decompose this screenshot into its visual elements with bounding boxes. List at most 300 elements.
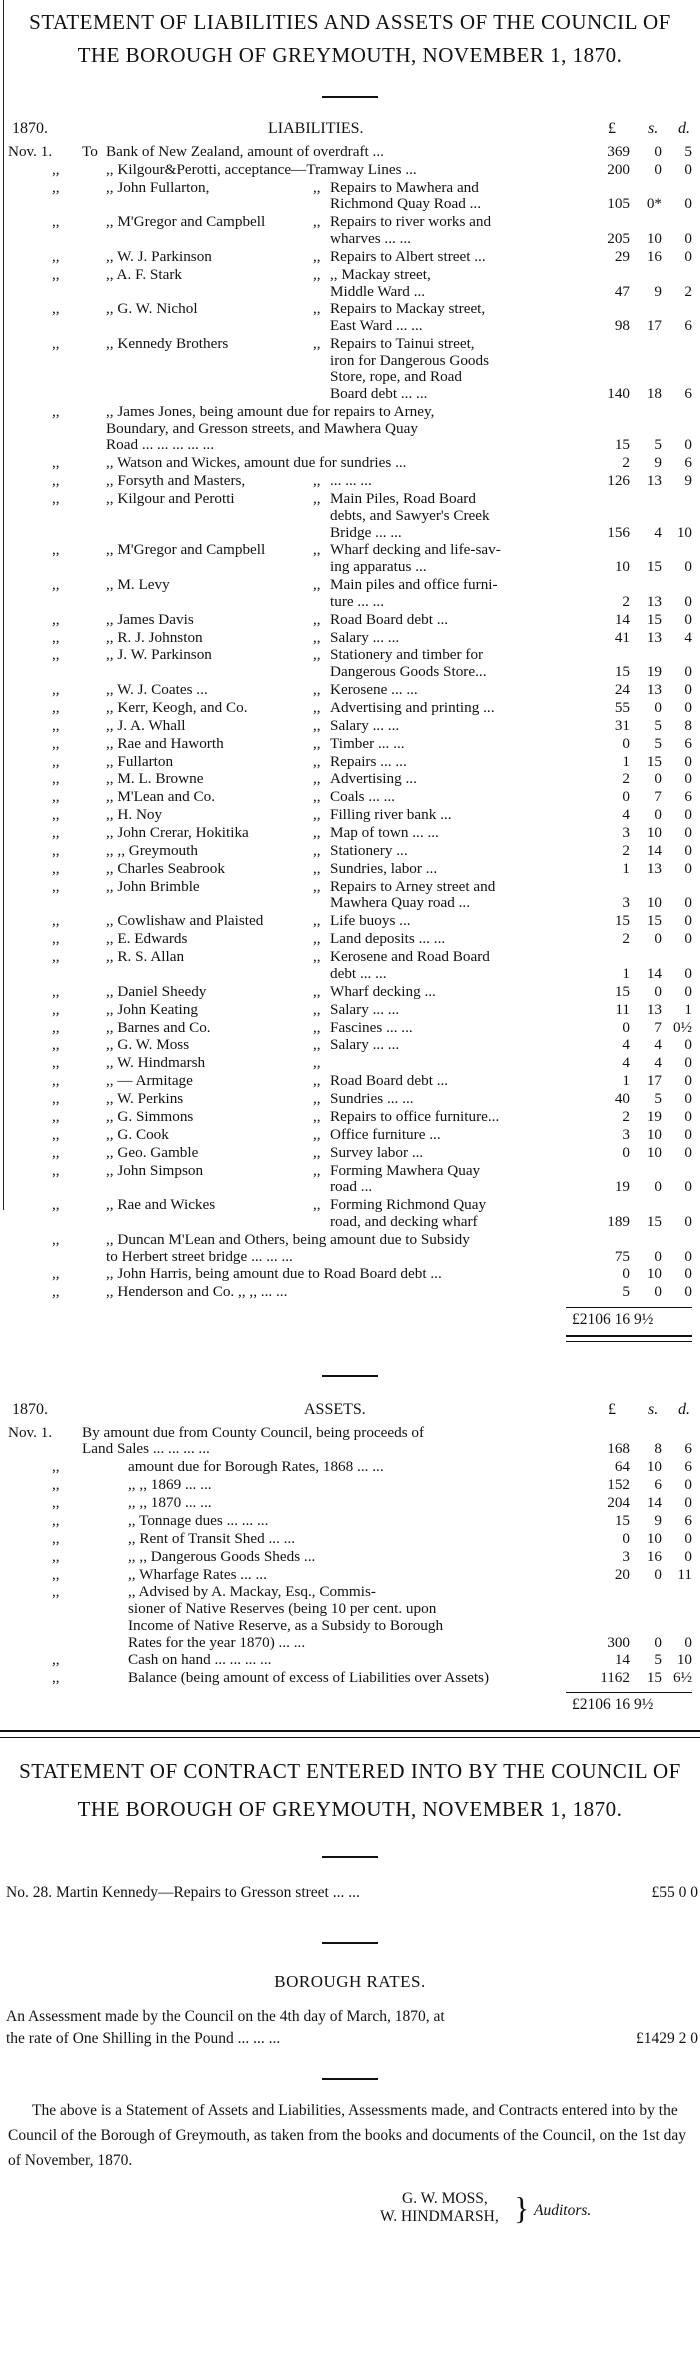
row-ditto-2: ,, [313,490,321,508]
amount-shillings: 10 [646,1265,662,1283]
amount-pence: 6 [684,317,692,335]
amount-pence: 6 [684,1511,692,1529]
amount-cell [580,249,698,266]
liability-row [8,754,698,772]
amount-pence: 0 [684,964,692,982]
amount-pounds: 3 [622,824,630,842]
row-text: ,, Duncan M'Lean and Others, being amount due to Subsidy to Herbert street bridge ... ... ... [106,1230,470,1265]
liability-row [8,682,698,700]
asset-row [8,1477,698,1495]
row-description: Road Board debt ... [330,1072,449,1090]
amount-cell [580,966,698,983]
row-to: To [82,143,98,160]
amount-shillings: 16 [646,247,662,265]
amount-shillings: 10 [646,1143,662,1161]
liability-row [8,1232,698,1267]
liability-row [8,736,698,754]
row-text: ,, Wharfage Rates ... ... [128,1565,267,1583]
row-text: ,, Tonnage dues ... ... ... [128,1511,269,1529]
assets-col-shillings: s. [648,1400,659,1418]
amount-cell [580,1055,698,1072]
row-payee: ,, J. W. Parkinson [106,646,212,664]
amount-shillings: 0 [654,1565,662,1583]
row-ditto: ,, [52,1143,60,1161]
row-text: ,, Watson and Wickes, amount due for sundries ... [106,454,407,472]
amount-cell [580,1002,698,1019]
amount-pounds: 0 [622,1265,630,1283]
amount-pounds: 98 [614,317,630,335]
amount-pence: 0 [684,894,692,912]
assets-total [566,1694,684,1720]
row-payee: ,, Kerr, Keogh, and Co. [106,698,248,716]
row-ditto: ,, [52,1493,60,1511]
amount-pence: 6 [684,454,692,472]
amount-shillings: 16 [646,1547,662,1565]
amount-pence: 6 [684,1458,692,1476]
row-payee: ,, Cowlishaw and Plaisted [106,912,264,930]
row-ditto-2: ,, [313,912,321,930]
amount-cell [580,1073,698,1090]
amount-cell [580,1127,698,1144]
amount-shillings: 5 [654,436,662,454]
row-text: ,, James Jones, being amount due for repairs to Arney, Boundary, and Gresson streets, and Mawhera Quay Road ... ... ... ... ... [106,403,435,454]
amount-pounds: 369 [607,143,630,160]
row-ditto: ,, [52,490,60,508]
left-margin-rule [3,0,4,1210]
liability-row [8,647,698,682]
liability-row [8,404,698,455]
row-payee: ,, M. Levy [106,576,170,594]
amount-pounds: 2 [622,1107,630,1125]
row-description: Repairs to Albert street ... [330,247,486,265]
amount-pence: 0 [684,1212,692,1230]
row-payee: ,, Rae and Wickes [106,1196,216,1214]
row-ditto-2: ,, [313,335,321,353]
liability-row [8,162,698,180]
amount-pence: 0 [684,770,692,788]
row-ditto-2: ,, [313,610,321,628]
amount-shillings: 0 [654,1178,662,1196]
row-description: Land deposits ... ... [330,930,446,948]
row-ditto: ,, [52,1054,60,1072]
row-payee: ,, M. L. Browne [106,770,204,788]
row-description: Main piles and office furni- ture ... ... [330,576,498,610]
amount-shillings: 17 [646,317,662,335]
amount-pounds: 0 [622,1529,630,1547]
amount-pounds: 2 [622,454,630,472]
row-text: ,, Henderson and Co. ,, ,, ... ... [106,1283,288,1301]
amount-shillings: 10 [646,1125,662,1143]
col-pounds: £ [608,120,616,137]
amount-cell [580,437,698,454]
row-ditto: ,, [52,1583,60,1601]
amount-cell [580,682,698,699]
row-ditto-2: ,, [313,734,321,752]
amount-cell [580,861,698,878]
row-ditto: ,, [52,1565,60,1583]
asset-row [8,1652,698,1670]
amount-pounds: 15 [614,663,630,681]
row-description: Repairs to Mawhera and Richmond Quay Road ... [330,178,482,213]
amount-shillings: 10 [646,1529,662,1547]
amount-pence: 0 [684,195,692,213]
amount-cell [580,1670,698,1687]
row-payee: ,, R. S. Allan [106,948,185,966]
row-text: ,, Rent of Transit Shed ... ... [128,1529,296,1547]
row-ditto: ,, [52,788,60,806]
row-text: Balance (being amount of excess of Liabilities over Assets) [128,1669,490,1687]
row-payee: ,, John Simpson [106,1161,204,1179]
row-ditto-2: ,, [313,265,321,283]
amount-pounds: 11 [615,1000,630,1018]
amount-shillings: 0 [654,1283,662,1301]
row-text: ,, ,, Dangerous Goods Sheds ... [128,1547,316,1565]
rates-text: An Assessment made by the Council on the 4th day of March, 1870, at the rate of One Shilling in the Pound ... ... ... [6,2008,445,2048]
row-ditto-2: ,, [313,1018,321,1036]
row-ditto: ,, [52,646,60,664]
row-description: Advertising and printing ... [330,698,495,716]
row-ditto: ,, [52,472,60,490]
liability-row [8,336,698,404]
amount-cell [580,1567,698,1584]
row-payee: ,, W. Perkins [106,1090,184,1108]
amount-pounds: 0 [622,734,630,752]
row-payee: ,, John Keating [106,1000,198,1018]
amount-pounds: 1 [622,752,630,770]
row-ditto-2: ,, [313,842,321,859]
amount-pounds: 152 [607,1476,630,1494]
row-description: Office furniture ... [330,1125,441,1143]
liabilities-total-rule [566,1307,692,1308]
amount-shillings: 4 [654,523,662,541]
row-ditto: ,, [52,716,60,734]
row-payee: ,, H. Noy [106,806,163,824]
liability-row [8,1055,698,1073]
closing-statement: The above is a Statement of Assets and Liabilities, Assessments made, and Contracts entered into by the Council of the Borough of Greymouth, as taken from the books and documents of the Council, on the 1st day of November, 1870. [8,2102,687,2170]
amount-pounds: 1 [622,1072,630,1090]
row-ditto: ,, [52,213,60,231]
amount-pounds: 10 [614,558,630,576]
row-description: Timber ... ... [330,734,405,752]
row-ditto: ,, [52,178,60,196]
amount-pounds: 105 [607,195,630,213]
liability-row [8,879,698,914]
amount-cell [580,1179,698,1196]
row-ditto: ,, [52,948,60,966]
row-ditto: ,, [52,1230,60,1248]
amount-cell [580,1477,698,1494]
row-ditto-2: ,, [313,877,321,895]
liabilities-title: LIABILITIES. [268,120,364,137]
row-description: Repairs to river works and wharves ... ... [330,213,492,248]
row-ditto: ,, [52,1529,60,1547]
row-description: Salary ... ... [330,1000,400,1018]
amount-pence: 0 [684,1493,692,1511]
amount-pounds: 300 [607,1633,630,1651]
auditor-signature-moss: G. W. MOSS, [402,2190,488,2208]
amount-shillings: 0 [654,930,662,948]
assets-total-value: £2106 16 9½ [572,1696,654,1714]
liability-row [8,473,698,491]
row-description: Sundries ... ... [330,1090,414,1108]
amount-pence: 0 [684,663,692,681]
amount-cell [580,1037,698,1054]
row-ditto: ,, [52,610,60,628]
row-ditto-2: ,, [313,1143,321,1161]
row-description: Sundries, labor ... [330,859,438,877]
asset-row [8,1531,698,1549]
rates-amount: £1429 2 0 [636,2030,698,2048]
contract-heading-line1: STATEMENT OF CONTRACT ENTERED INTO BY THE COUNCIL OF [19,1759,681,1784]
row-ditto: ,, [52,1107,60,1125]
amount-shillings: 4 [654,1036,662,1054]
asset-row [8,1425,698,1460]
amount-shillings: 14 [646,842,662,859]
statement-heading-line1: STATEMENT OF LIABILITIES AND ASSETS OF THE COUNCIL OF [29,10,671,34]
amount-cell [580,1284,698,1301]
amount-pence: 0 [684,824,692,842]
amount-cell [580,231,698,248]
amount-shillings: 10 [646,894,662,912]
amount-pounds: 0 [622,1018,630,1036]
amount-pounds: 20 [614,1565,630,1583]
amount-pounds: 15 [614,982,630,1000]
asset-row [8,1567,698,1585]
row-payee: ,, Charles Seabrook [106,859,225,877]
amount-shillings: 0 [654,160,662,178]
amount-pence: 10 [676,523,692,541]
amount-pounds: 1 [622,964,630,982]
amount-shillings: 17 [646,1072,662,1090]
row-description: Life buoys ... [330,912,411,930]
row-ditto: ,, [52,877,60,895]
liability-row [8,861,698,879]
row-description: Stationery ... [330,842,408,859]
assets-total-rule [566,1692,692,1693]
liabilities-total-value: £2106 16 9½ [572,1310,654,1328]
row-ditto-2: ,, [313,300,321,318]
amount-shillings: 7 [654,1018,662,1036]
amount-pence: 0 [684,1247,692,1265]
liability-row [8,1037,698,1055]
liability-row [8,144,698,162]
asset-row [8,1495,698,1513]
row-ditto-2: ,, [313,1161,321,1179]
row-ditto: ,, [52,752,60,770]
row-description: Repairs to Tainui street, iron for Dangerous Goods Store, rope, and Road Board debt ... ... [330,335,490,403]
row-payee: ,, Barnes and Co. [106,1018,211,1036]
amount-shillings: 19 [646,1107,662,1125]
amount-pounds: 29 [614,247,630,265]
row-ditto-2: ,, [313,1196,321,1214]
row-ditto: ,, [52,930,60,948]
amount-shillings: 0 [654,806,662,824]
row-ditto: ,, [52,576,60,594]
amount-cell [580,825,698,842]
row-ditto: ,, [52,1000,60,1018]
liability-row [8,931,698,949]
row-description: Repairs to Mackay street, East Ward ... ... [330,300,486,335]
row-payee: ,, G. Simmons [106,1107,194,1125]
row-description: ,, Mackay street, Middle Ward ... [330,265,431,300]
row-ditto-2: ,, [313,1125,321,1143]
liability-row [8,612,698,630]
liability-row [8,718,698,736]
amount-pounds: 126 [607,472,630,490]
amount-shillings: 9 [654,1511,662,1529]
row-ditto-2: ,, [313,646,321,664]
liability-row [8,1109,698,1127]
amount-pounds: 14 [614,1651,630,1669]
row-ditto-2: ,, [313,1107,321,1125]
row-ditto: ,, [52,541,60,559]
amount-pounds: 41 [614,628,630,646]
liability-row [8,577,698,612]
row-ditto: ,, [52,1018,60,1036]
amount-shillings: 5 [654,716,662,734]
amount-cell [580,664,698,681]
row-payee: ,, J. A. Whall [106,716,186,734]
row-ditto-2: ,, [313,788,321,806]
row-ditto: ,, [52,160,60,178]
short-divider-5 [322,2078,378,2080]
row-ditto-2: ,, [313,716,321,734]
amount-pounds: 1162 [600,1669,630,1687]
amount-pounds: 0 [622,1143,630,1161]
row-ditto-2: ,, [313,628,321,646]
row-payee: ,, Fullarton [106,752,174,770]
liability-row [8,1163,698,1198]
row-date: Nov. 1. [8,1423,53,1441]
amount-pounds: 55 [614,698,630,716]
amount-pence: 0 [684,842,692,859]
row-description: Forming Mawhera Quay road ... [330,1161,481,1196]
amount-shillings: 13 [646,859,662,877]
row-text: ,, Advised by A. Mackay, Esq., Commis- sioner of Native Reserves (being 10 per cent. upon Income of Native Reserve, as a Subsidy to Borough Rates for the year 1870) ... ... [128,1583,444,1651]
row-ditto-2: ,, [313,752,321,770]
amount-cell [580,1249,698,1266]
assets-header [8,1401,698,1423]
row-description: Salary ... ... [330,716,400,734]
amount-cell [580,1145,698,1162]
amount-cell [580,594,698,611]
row-description: Wharf decking ... [330,982,436,1000]
row-description: Main Piles, Road Board debts, and Sawyer's Creek Bridge ... ... [330,490,490,541]
row-ditto: ,, [52,1669,60,1687]
auditors-brace: } [514,2190,530,2227]
amount-cell [580,318,698,335]
amount-pence: 0 [684,160,692,178]
amount-pounds: 4 [622,1036,630,1054]
amount-cell [580,754,698,771]
amount-shillings: 0 [654,1633,662,1651]
amount-cell [580,1020,698,1037]
row-description: Kerosene ... ... [330,680,418,698]
amount-shillings: 10 [646,824,662,842]
liabilities-table [8,144,698,1302]
amount-pounds: 3 [622,1547,630,1565]
assets-year: 1870. [12,1400,48,1418]
row-ditto-2: ,, [313,1072,321,1090]
row-payee: ,, John Fullarton, [106,178,210,196]
liability-row [8,267,698,302]
row-payee: ,, Forsyth and Masters, [106,472,246,490]
amount-pounds: 24 [614,680,630,698]
amount-pence: 0 [684,1125,692,1143]
row-ditto: ,, [52,1161,60,1179]
amount-pounds: 3 [622,1125,630,1143]
liabilities-total [566,1309,684,1335]
row-payee: ,, W. J. Coates ... [106,680,208,698]
amount-pence: 9 [684,472,692,490]
row-ditto: ,, [52,335,60,353]
short-divider [322,96,378,98]
amount-pence: 0 [684,1178,692,1196]
row-ditto: ,, [52,1090,60,1108]
row-payee: ,, ,, Greymouth [106,842,198,859]
row-description: Repairs to office furniture... [330,1107,500,1125]
row-ditto-2: ,, [313,948,321,966]
amount-pounds: 40 [614,1090,630,1108]
row-payee: ,, John Crerar, Hokitika [106,824,249,842]
row-text: amount due for Borough Rates, 1868 ... ... [128,1458,384,1476]
amount-cell [580,612,698,629]
amount-shillings: 14 [646,1493,662,1511]
amount-pence: 0 [684,558,692,576]
row-text: ,, John Harris, being amount due to Road Board debt ... [106,1265,442,1283]
amount-shillings: 19 [646,663,662,681]
row-text: ,, Kilgour&Perotti, acceptance—Tramway Lines ... [106,160,417,178]
amount-cell [580,1266,698,1283]
row-ditto: ,, [52,1511,60,1529]
amount-shillings: 15 [646,558,662,576]
row-description: Kerosene and Road Board debt ... ... [330,948,490,982]
assets-table [8,1425,698,1689]
amount-cell [580,144,698,161]
amount-shillings: 13 [646,680,662,698]
asset-row [8,1584,698,1652]
row-ditto: ,, [52,912,60,930]
amount-pounds: 4 [622,806,630,824]
amount-cell [580,1091,698,1108]
liability-row [8,1073,698,1091]
amount-pence: 6½ [673,1669,692,1687]
contract-heading [0,1752,700,1828]
row-ditto-2: ,, [313,982,321,1000]
liability-row [8,491,698,542]
row-ditto: ,, [52,1196,60,1214]
amount-pence: 0 [684,1283,692,1301]
row-ditto: ,, [52,454,60,472]
row-text: ,, ,, 1869 ... ... [128,1476,212,1494]
row-text: Bank of New Zealand, amount of overdraft ... [106,143,384,160]
row-payee: ,, M'Lean and Co. [106,788,216,806]
amount-cell [580,789,698,806]
amount-pence: 0 [684,1090,692,1108]
amount-pence: 0½ [673,1018,692,1036]
amount-shillings: 15 [646,1669,662,1687]
amount-pence: 0 [684,592,692,610]
liability-row [8,1145,698,1163]
liability-row [8,1020,698,1038]
amount-pounds: 189 [607,1212,630,1230]
liability-row [8,1127,698,1145]
liability-row [8,249,698,267]
short-divider-4 [322,1942,378,1944]
row-ditto-2: ,, [313,930,321,948]
amount-shillings: 15 [646,752,662,770]
amount-cell [580,913,698,930]
